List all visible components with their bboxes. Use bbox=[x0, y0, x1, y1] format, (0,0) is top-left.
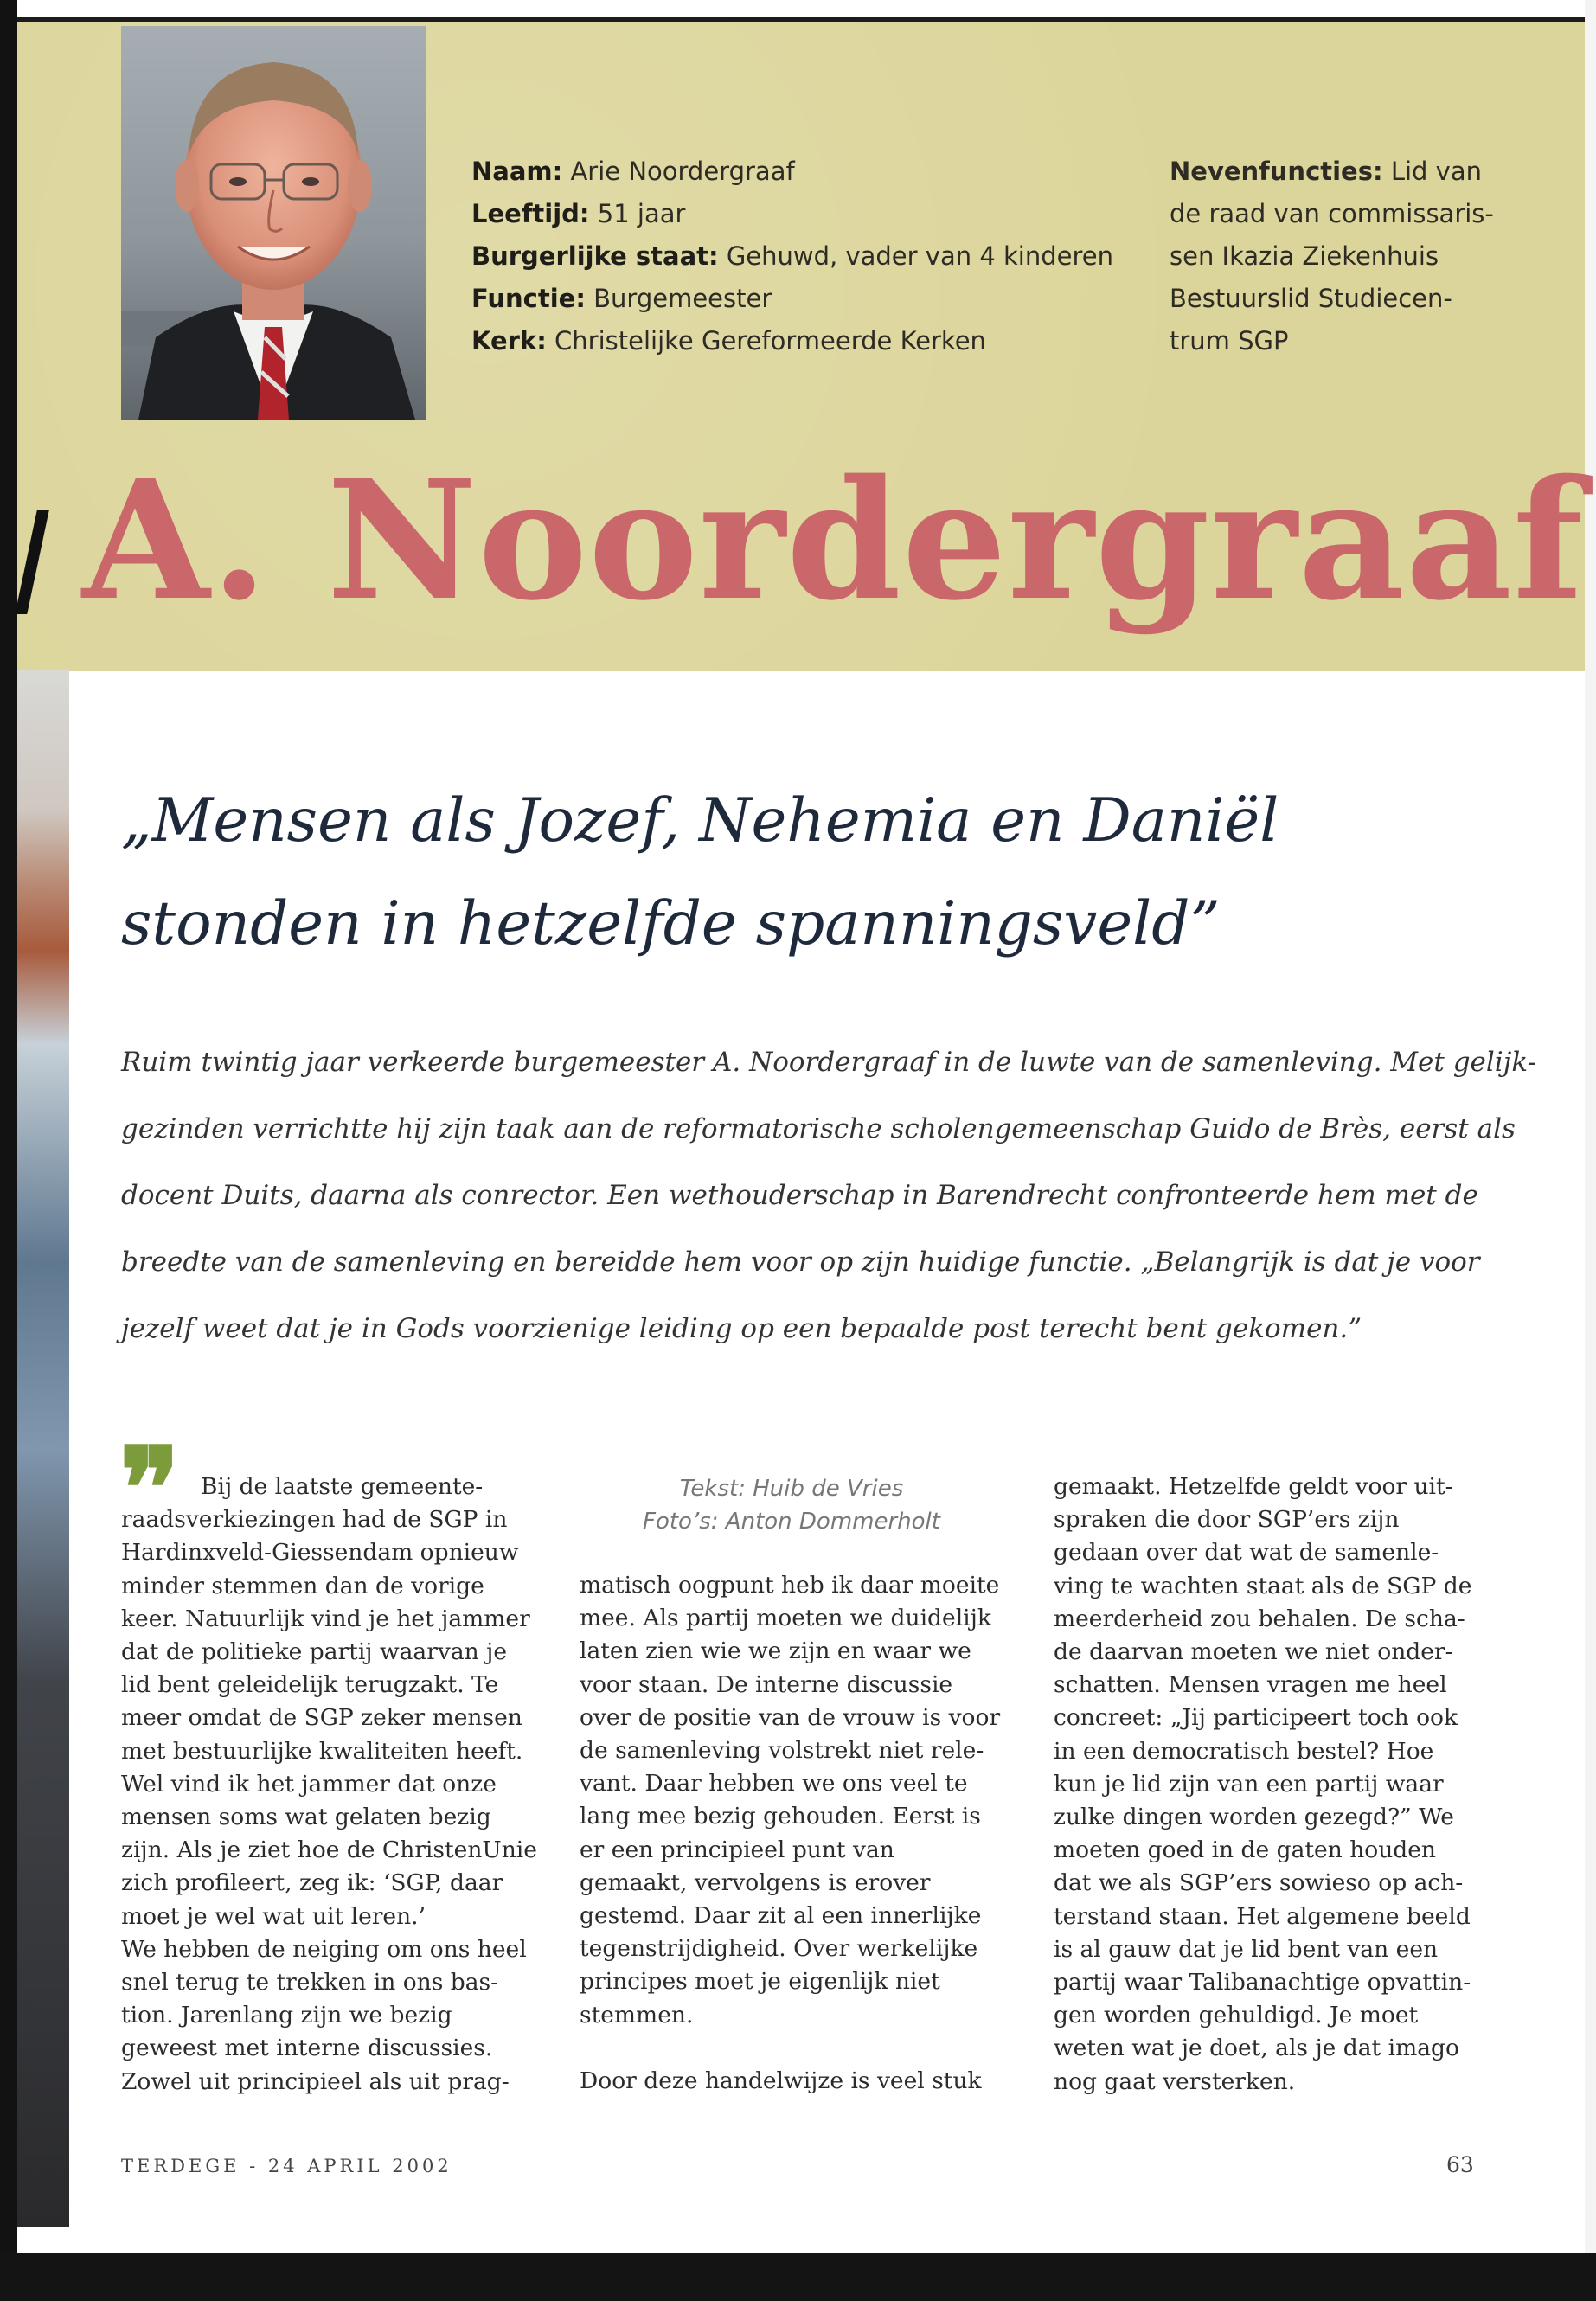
left-scan-edge bbox=[0, 0, 17, 2301]
intro-paragraph bbox=[121, 1029, 1537, 1362]
headline-quote bbox=[121, 770, 1505, 976]
body-line: spraken die door SGP’ers zijn bbox=[1054, 1506, 1400, 1534]
fact-functie-value: Burgemeester bbox=[593, 284, 772, 313]
body-line: We hebben de neiging om ons heel bbox=[121, 1935, 527, 1963]
fact-staat-label: Burgerlijke staat: bbox=[471, 241, 719, 271]
fact-naam bbox=[471, 151, 1113, 193]
paragraph-gap bbox=[580, 2032, 1012, 2065]
nevenfuncties-line bbox=[1170, 151, 1494, 193]
body-column-3 bbox=[1054, 1471, 1486, 2099]
nevenfuncties-line: trum SGP bbox=[1170, 326, 1289, 356]
headline-line: stonden in hetzelfde spanningsveld” bbox=[121, 889, 1221, 958]
nevenfuncties-line: Bestuurslid Studiecen- bbox=[1170, 284, 1452, 313]
nevenfuncties-line: de raad van commissaris- bbox=[1170, 199, 1494, 228]
nevenfuncties-line: sen Ikazia Ziekenhuis bbox=[1170, 241, 1439, 271]
body-column-1 bbox=[121, 1471, 554, 2099]
left-photo-strip bbox=[17, 670, 69, 2227]
fact-kerk bbox=[471, 320, 1113, 362]
fact-naam-label: Naam: bbox=[471, 157, 563, 186]
body-line: gedaan over dat wat de samenle- bbox=[1054, 1539, 1439, 1567]
body-column-2 bbox=[580, 1569, 1012, 2098]
intro-line: breedte van de samenleving en bereidde hem voor op zijn huidige functie. „Belangrijk is dat je voor bbox=[121, 1247, 1480, 1278]
body-line: laten zien wie we zijn en waar we bbox=[580, 1638, 971, 1665]
body-line: meerderheid zou behalen. De scha- bbox=[1054, 1605, 1465, 1632]
article-credits bbox=[580, 1472, 1003, 1538]
body-line: met bestuurlijke kwaliteiten heeft. bbox=[121, 1737, 523, 1765]
body-line: Wel vind ik het jammer dat onze bbox=[121, 1770, 497, 1798]
body-line: meer omdat de SGP zeker mensen bbox=[121, 1704, 522, 1732]
body-line: raadsverkiezingen had de SGP in bbox=[121, 1506, 508, 1534]
profile-facts bbox=[471, 151, 1113, 362]
body-line: geweest met interne discussies. bbox=[121, 2035, 493, 2062]
footer-magazine-date: TERDEGE - 24 APRIL 2002 bbox=[121, 2156, 452, 2176]
body-line: stemmen. bbox=[580, 2001, 694, 2029]
body-line: mee. Als partij moeten we duidelijk bbox=[580, 1605, 991, 1632]
body-line: weten wat je doet, als je dat imago bbox=[1054, 2035, 1459, 2062]
fact-functie bbox=[471, 278, 1113, 320]
body-line: minder stemmen dan de vorige bbox=[121, 1572, 484, 1599]
body-line: zijn. Als je ziet hoe de ChristenUnie bbox=[121, 1836, 537, 1864]
body-line: lid bent geleidelijk terugzakt. Te bbox=[121, 1671, 499, 1699]
fact-leeftijd-label: Leeftijd: bbox=[471, 199, 590, 228]
body-line: zich profileert, zeg ik: ‘SGP, daar bbox=[121, 1869, 503, 1897]
intro-line: Ruim twintig jaar verkeerde burgemeester A. Noordergraaf in de luwte van de samenleving. Met gelijk- bbox=[121, 1047, 1537, 1078]
body-line: kun je lid zijn van een partij waar bbox=[1054, 1770, 1444, 1798]
body-line: voor staan. De interne discussie bbox=[580, 1670, 953, 1698]
body-line: vant. Daar hebben we ons veel te bbox=[580, 1770, 968, 1798]
body-line: tion. Jarenlang zijn we bezig bbox=[121, 2002, 452, 2029]
intro-line: jezelf weet dat je in Gods voorzienige leiding op een bepaalde post terecht bent gekomen.” bbox=[121, 1313, 1362, 1344]
body-line: terstand staan. Het algemene beeld bbox=[1054, 1902, 1471, 1930]
fact-naam-value: Arie Noordergraaf bbox=[570, 157, 795, 186]
body-line: zulke dingen worden gezegd?” We bbox=[1054, 1804, 1454, 1831]
fact-kerk-label: Kerk: bbox=[471, 326, 547, 356]
bottom-scan-edge bbox=[0, 2253, 1596, 2301]
body-line: gemaakt. Hetzelfde geldt voor uit- bbox=[1054, 1473, 1453, 1500]
body-line: principes moet je eigenlijk niet bbox=[580, 1968, 940, 1996]
body-line: over de positie van de vrouw is voor bbox=[580, 1703, 1001, 1731]
body-line: de samenleving volstrekt niet rele- bbox=[580, 1737, 984, 1765]
body-line: partij waar Talibanachtige opvattin- bbox=[1054, 1969, 1471, 1997]
fact-staat-value: Gehuwd, vader van 4 kinderen bbox=[726, 241, 1113, 271]
body-line: Zowel uit principieel als uit prag- bbox=[121, 2067, 510, 2095]
body-line: concreet: „Jij participeert toch ook bbox=[1054, 1704, 1458, 1732]
fact-functie-label: Functie: bbox=[471, 284, 586, 313]
quote-mark-icon: ❞ bbox=[119, 1422, 168, 1554]
body-line: ving te wachten staat als de SGP de bbox=[1054, 1572, 1472, 1599]
body-line: dat de politieke partij waarvan je bbox=[121, 1638, 508, 1666]
fact-leeftijd bbox=[471, 193, 1113, 235]
page-number: 63 bbox=[1446, 2152, 1474, 2177]
body-line: tegenstrijdigheid. Over werkelijke bbox=[580, 1935, 978, 1963]
body-line: matisch oogpunt heb ik daar moeite bbox=[580, 1572, 1000, 1599]
credit-tekst: Tekst: Huib de Vries bbox=[679, 1476, 904, 1502]
body-line: schatten. Mensen vragen me heel bbox=[1054, 1671, 1447, 1699]
body-line: Door deze handelwijze is veel stuk bbox=[580, 2067, 982, 2095]
fact-staat bbox=[471, 235, 1113, 278]
portrait-photo bbox=[121, 26, 426, 420]
intro-line: gezinden verrichtte hij zijn taak aan de reformatorische scholengemeenschap Guido de Brès, eerst als bbox=[121, 1113, 1516, 1144]
body-line: de daarvan moeten we niet onder- bbox=[1054, 1638, 1453, 1666]
body-line: is al gauw dat je lid bent van een bbox=[1054, 1935, 1439, 1963]
body-line: in een democratisch bestel? Hoe bbox=[1054, 1737, 1434, 1765]
body-line: gen worden gehuldigd. Je moet bbox=[1054, 2002, 1419, 2029]
body-line: moeten goed in de gaten houden bbox=[1054, 1836, 1436, 1864]
nevenfuncties-label: Nevenfuncties: bbox=[1170, 157, 1383, 186]
body-line: snel terug te trekken in ons bas- bbox=[121, 1969, 499, 1997]
body-line: Hardinxveld-Giessendam opnieuw bbox=[121, 1539, 519, 1567]
body-line: lang mee bezig gehouden. Eerst is bbox=[580, 1803, 981, 1830]
portrait-illustration bbox=[121, 26, 426, 420]
body-line: moet je wel wat uit leren.’ bbox=[121, 1902, 426, 1930]
fact-leeftijd-value: 51 jaar bbox=[597, 199, 686, 228]
body-line: gemaakt, vervolgens is erover bbox=[580, 1868, 931, 1896]
body-line: Bij de laatste gemeente- bbox=[201, 1473, 484, 1500]
top-edge-line bbox=[0, 17, 1596, 22]
nevenfuncties-text: Lid van bbox=[1390, 157, 1482, 186]
right-scan-edge bbox=[1585, 0, 1596, 2301]
headline-line: „Mensen als Jozef, Nehemia en Daniël bbox=[121, 786, 1279, 856]
body-line: gestemd. Daar zit al een innerlijke bbox=[580, 1902, 982, 1930]
body-line: mensen soms wat gelaten bezig bbox=[121, 1804, 491, 1831]
body-line: keer. Natuurlijk vind je het jammer bbox=[121, 1605, 530, 1632]
nevenfuncties bbox=[1170, 151, 1494, 362]
body-line: dat we als SGP’ers sowieso op ach- bbox=[1054, 1869, 1464, 1897]
article-title: A. Noordergraaf bbox=[82, 444, 1585, 637]
fact-kerk-value: Christelijke Gereformeerde Kerken bbox=[554, 326, 986, 356]
body-line: er een principieel punt van bbox=[580, 1836, 894, 1863]
body-line: nog gaat versterken. bbox=[1054, 2067, 1296, 2095]
credit-fotos: Foto’s: Anton Dommerholt bbox=[643, 1509, 940, 1535]
intro-line: docent Duits, daarna als conrector. Een wethouderschap in Barendrecht confronteerde hem met de bbox=[121, 1180, 1478, 1211]
